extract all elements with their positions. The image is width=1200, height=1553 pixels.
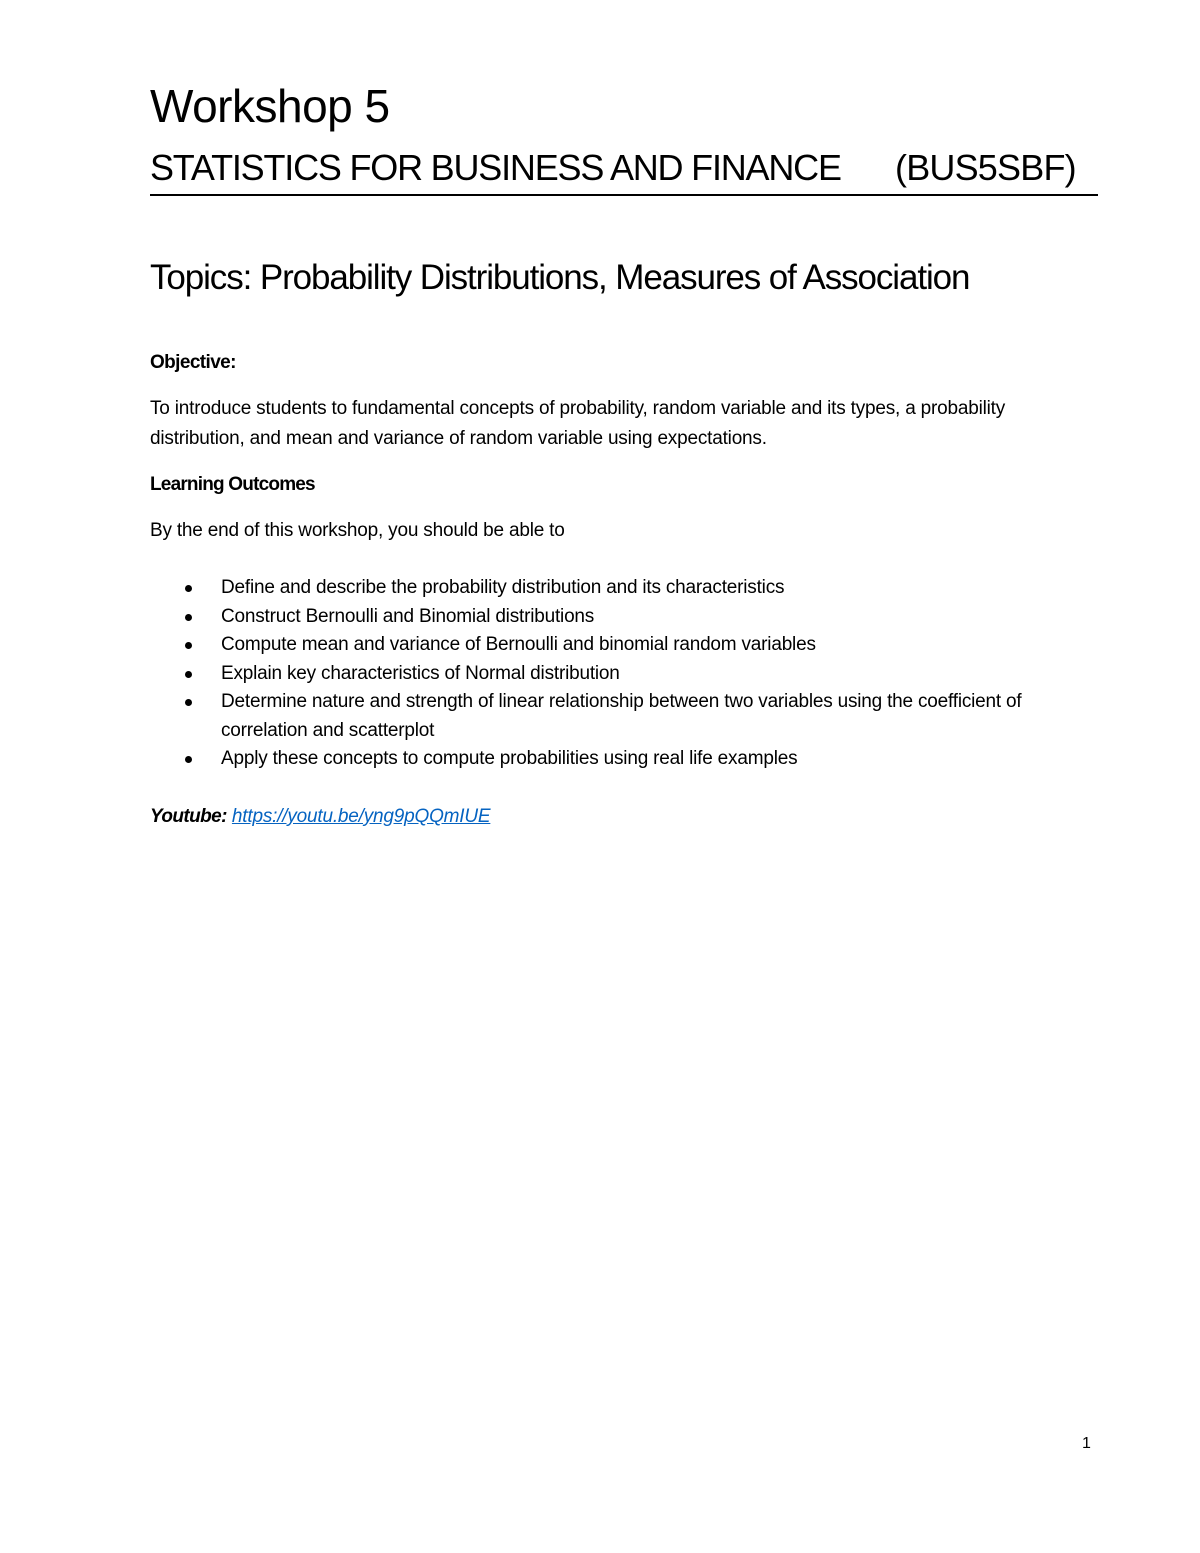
list-item (150, 631, 1050, 660)
course-code: (BUS5SBF) (895, 147, 1076, 188)
learning-outcomes-heading: Learning Outcomes (150, 474, 315, 495)
list-item-text: Explain key characteristics of Normal distribution (221, 662, 620, 684)
bullet-icon (185, 671, 192, 678)
bullet-icon (185, 756, 192, 763)
document-title: Workshop 5 (150, 80, 390, 132)
learning-outcomes-list (150, 574, 1050, 774)
bullet-icon (185, 585, 192, 592)
youtube-label: Youtube: (150, 806, 227, 827)
list-item (150, 745, 1050, 774)
bullet-icon (185, 614, 192, 621)
youtube-link[interactable]: https://youtu.be/yng9pQQmIUE (231, 806, 491, 827)
list-item-text: Compute mean and variance of Bernoulli and binomial random variables (221, 634, 816, 655)
list-item-text: Define and describe the probability distribution and its characteristics (221, 577, 785, 598)
list-item (150, 688, 1050, 745)
learning-outcomes-intro: By the end of this workshop, you should be able to (150, 520, 565, 541)
objective-heading: Objective: (150, 352, 236, 373)
bullet-icon (185, 642, 192, 649)
list-item-text: Determine nature and strength of linear relationship between two variables using the coefficient of correlation and scatterplot (221, 691, 1022, 741)
youtube-line (150, 803, 490, 831)
list-item-text: Apply these concepts to compute probabilities using real life examples (221, 748, 798, 769)
course-name: STATISTICS FOR BUSINESS AND FINANCE (150, 147, 841, 188)
topics-heading: Topics: Probability Distributions, Measures of Association (150, 258, 970, 297)
bullet-icon (185, 699, 192, 706)
course-header (150, 144, 1098, 196)
list-item (150, 574, 1050, 603)
list-item-text: Construct Bernoulli and Binomial distributions (221, 605, 595, 627)
objective-text: To introduce students to fundamental concepts of probability, random variable and its types, a probability distribution, and mean and variance of random variable using expectations. (150, 398, 1006, 449)
list-item (150, 603, 1050, 632)
list-item (150, 660, 1050, 689)
page-number: 1 (1082, 1435, 1091, 1452)
